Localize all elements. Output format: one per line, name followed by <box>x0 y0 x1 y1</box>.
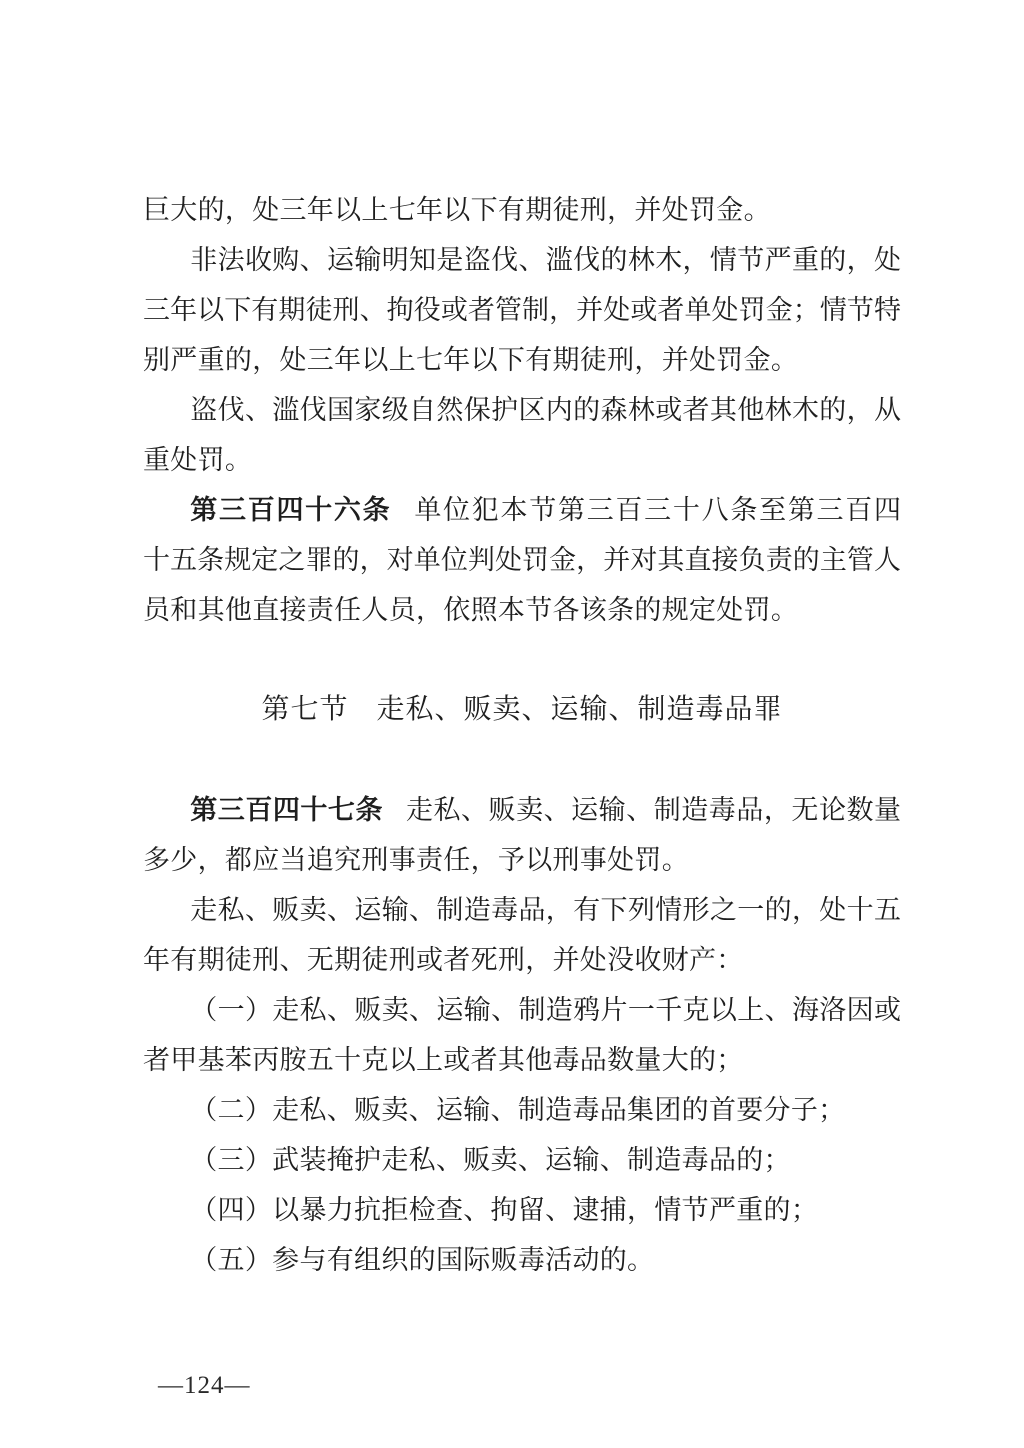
section-heading <box>143 685 901 735</box>
page-number: —124— <box>158 1372 251 1399</box>
text-line: 盗伐、滥伐国家级自然保护区内的森林或者其他林木的，从 <box>190 395 901 425</box>
section-heading-title: 走私、贩卖、运输、制造毒品罪 <box>376 694 783 725</box>
text-line: 者甲基苯丙胺五十克以上或者其他毒品数量大的； <box>143 1045 744 1075</box>
document-body <box>143 185 901 1285</box>
text-line: 第三百四十六条 单位犯本节第三百三十八条至第三百四 <box>190 495 902 525</box>
text-line: 重处罚。 <box>143 445 253 475</box>
text-line: （二）走私、贩卖、运输、制造毒品集团的首要分子； <box>190 1095 846 1125</box>
text-line: （五）参与有组织的国际贩毒活动的。 <box>190 1245 655 1275</box>
text-line: 非法收购、运输明知是盗伐、滥伐的林木，情节严重的，处 <box>190 245 901 275</box>
section-heading-label: 第七节 <box>261 694 349 725</box>
text-line: 别严重的，处三年以上七年以下有期徒刑，并处罚金。 <box>143 345 799 375</box>
text-line: 巨大的，处三年以上七年以下有期徒刑，并处罚金。 <box>143 195 771 225</box>
article-number: 第三百四十六条 <box>190 495 392 525</box>
text-line: 多少，都应当追究刑事责任，予以刑事处罚。 <box>143 845 689 875</box>
text-line: （三）武装掩护走私、贩卖、运输、制造毒品的； <box>190 1145 791 1175</box>
text-line: 走私、贩卖、运输、制造毒品，有下列情形之一的，处十五 <box>190 895 901 925</box>
text-line: 员和其他直接责任人员，依照本节各该条的规定处罚。 <box>143 595 799 625</box>
article-number: 第三百四十七条 <box>190 795 383 825</box>
text-line: （四）以暴力抗拒检查、拘留、逮捕，情节严重的； <box>190 1195 819 1225</box>
text-line: 第三百四十七条 走私、贩卖、运输、制造毒品，无论数量 <box>190 795 902 825</box>
text-line: 十五条规定之罪的，对单位判处罚金，并对其直接负责的主管人 <box>143 545 901 575</box>
text-line: 三年以下有期徒刑、拘役或者管制，并处或者单处罚金；情节特 <box>143 295 901 325</box>
text-line: （一）走私、贩卖、运输、制造鸦片一千克以上、海洛因或 <box>190 995 901 1025</box>
text-line: 年有期徒刑、无期徒刑或者死刑，并处没收财产： <box>143 945 744 975</box>
